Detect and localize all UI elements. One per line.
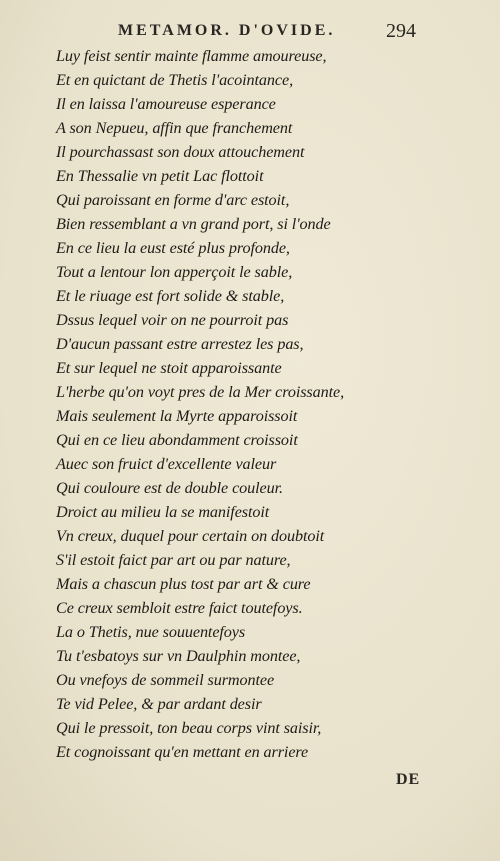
verse-line: Et le riuage est fort solide & stable, <box>56 287 285 305</box>
verse-line: Et cognoissant qu'en mettant en arriere <box>56 743 309 761</box>
verse-line: Tout a lentour lon apperçoit le sable, <box>56 263 293 281</box>
verse-line: Auec son fruict d'excellente valeur <box>56 455 277 473</box>
verse-line: Qui couloure est de double couleur. <box>56 479 283 497</box>
verse-line: Te vid Pelee, & par ardant desir <box>56 695 262 713</box>
verse-line: Vn creux, duquel pour certain on doubtoit <box>56 527 325 545</box>
verse-line: Qui le pressoit, ton beau corps vint saisir, <box>56 719 322 737</box>
page-number: 294 <box>386 20 416 42</box>
verse-line: Il pourchassast son doux attouchement <box>56 143 305 161</box>
verse-line: L'herbe qu'on voyt pres de la Mer croissante, <box>56 383 345 401</box>
verse-line: Ou vnefoys de sommeil surmontee <box>56 671 275 689</box>
catchword: DE <box>396 771 421 788</box>
verse-line: Mais a chascun plus tost par art & cure <box>56 575 311 593</box>
verse-line: En ce lieu la eust esté plus profonde, <box>56 239 290 257</box>
verse-line: Ce creux sembloit estre faict toutefoys. <box>56 599 303 617</box>
verse-line: La o Thetis, nue souuentefoys <box>56 623 246 641</box>
running-title: METAMOR. D'OVIDE. <box>118 22 336 39</box>
verse-line: Et en quictant de Thetis l'acointance, <box>56 71 294 89</box>
verse-line: D'aucun passant estre arrestez les pas, <box>56 335 304 353</box>
verse-line: Qui en ce lieu abondamment croissoit <box>56 431 298 449</box>
verse-line: Droict au milieu la se manifestoit <box>56 503 270 521</box>
verse-line: Tu t'esbatoys sur vn Daulphin montee, <box>56 647 301 665</box>
verse-line: En Thessalie vn petit Lac flottoit <box>56 167 264 185</box>
verse-line: S'il estoit faict par art ou par nature, <box>56 551 291 569</box>
verse-line: A son Nepueu, affin que franchement <box>56 119 293 137</box>
verse-line: Il en laissa l'amoureuse esperance <box>56 95 276 113</box>
verse-line: Luy feist sentir mainte flamme amoureuse, <box>56 47 327 65</box>
verse-line: Qui paroissant en forme d'arc estoit, <box>56 191 290 209</box>
verse-line: Et sur lequel ne stoit apparoissante <box>56 359 282 377</box>
verse-line: Mais seulement la Myrte apparoissoit <box>56 407 298 425</box>
verse-line: Bien ressemblant a vn grand port, si l'onde <box>56 215 331 233</box>
verse-line: Dssus lequel voir on ne pourroit pas <box>56 311 289 329</box>
verse-block <box>56 44 456 764</box>
